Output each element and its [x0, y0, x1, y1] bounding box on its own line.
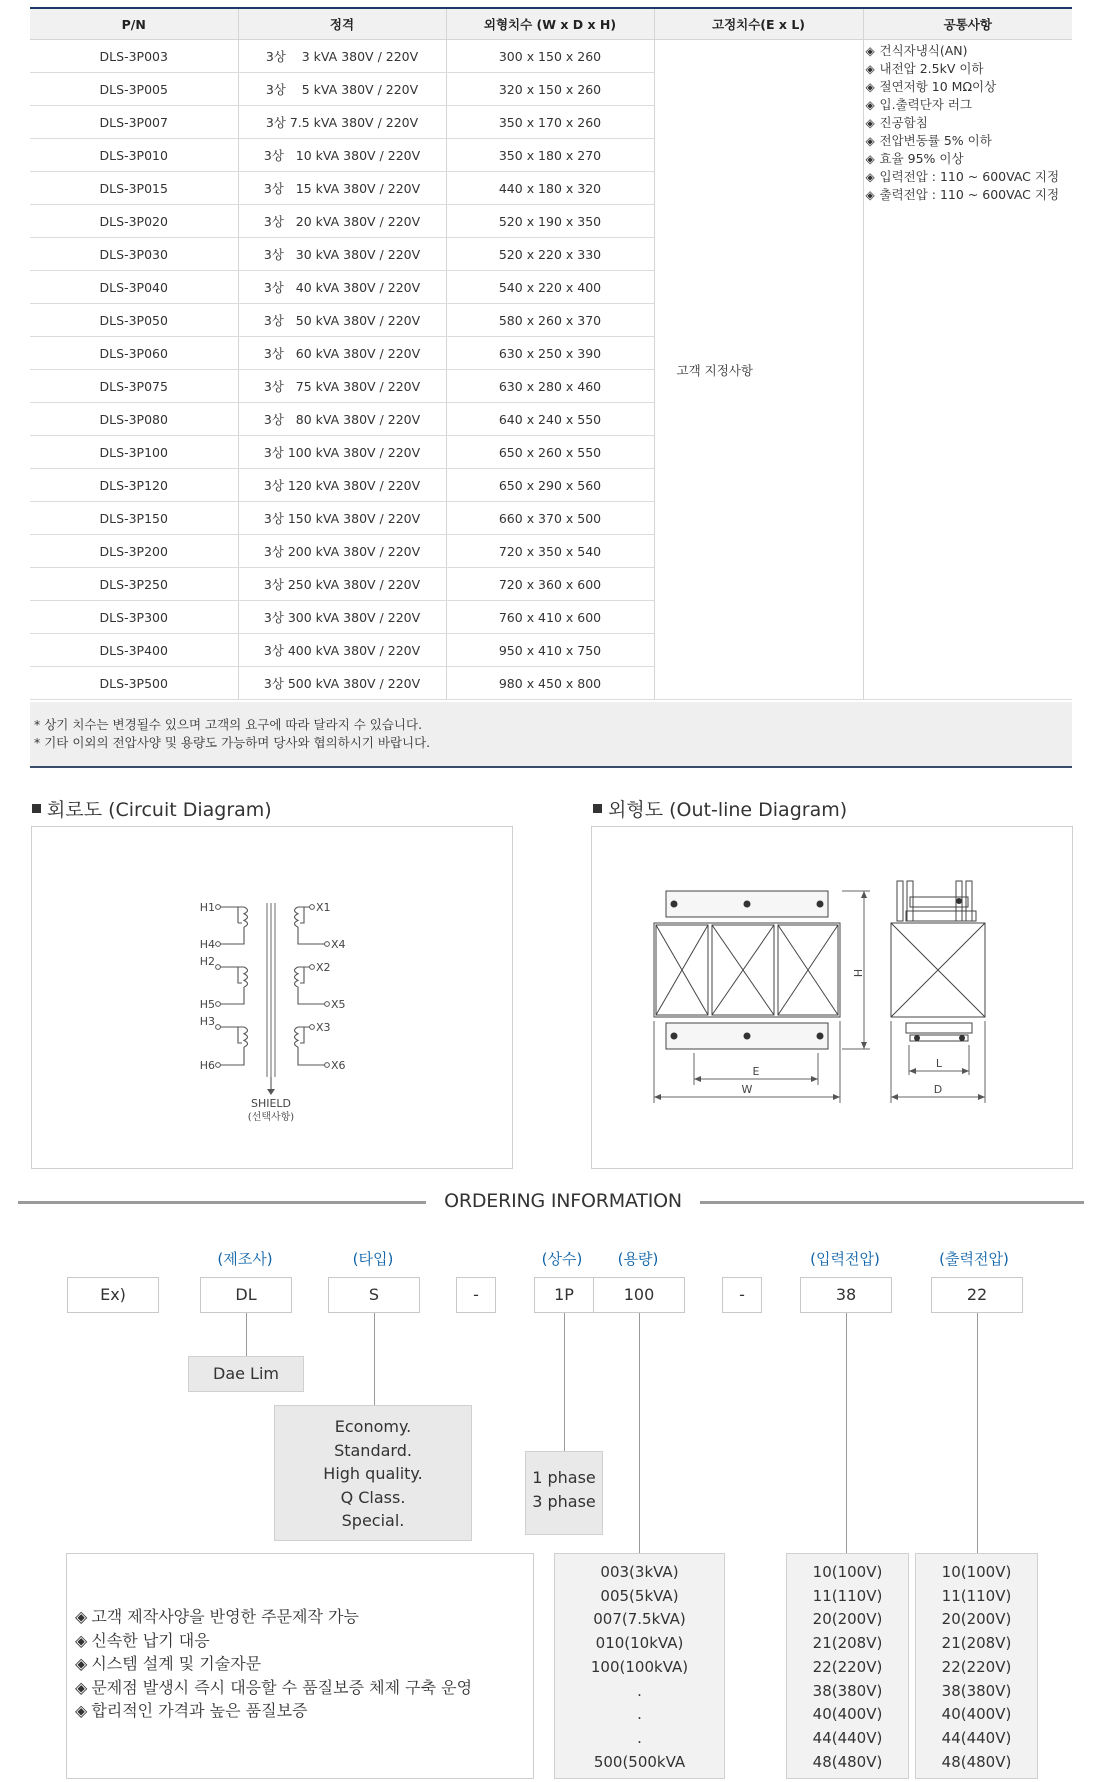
feature-text: 신속한 납기 대응	[91, 1630, 210, 1650]
feature-item	[75, 1699, 472, 1723]
type-option: Special.	[341, 1511, 405, 1530]
capacity-values	[554, 1553, 725, 1779]
cell-outer-dimensions: 540 x 220 x 400	[446, 271, 654, 304]
capacity-option: 007(7.5kVA)	[593, 1610, 686, 1629]
input-voltage-values	[786, 1553, 909, 1779]
code-capacity: 100	[593, 1277, 685, 1313]
code-phase: 1P	[534, 1277, 594, 1313]
cell-rating: 3상 400 kVA 380V / 220V	[238, 634, 446, 667]
input-voltage-option: 10(100V)	[812, 1563, 883, 1581]
outline-diagram-title: 외형도 (Out-line Diagram)	[593, 795, 847, 822]
cell-rating: 3상 500 kVA 380V / 220V	[238, 667, 446, 700]
cell-fixing-dimensions: 고객 지정사항	[654, 40, 863, 700]
dim-w-label: W	[741, 1083, 753, 1096]
type-option: High quality.	[323, 1464, 423, 1483]
divider	[700, 1201, 1084, 1204]
bullet-square-icon	[593, 804, 602, 813]
input-voltage-option: 21(208V)	[812, 1634, 883, 1653]
cell-pn: DLS-3P040	[30, 271, 238, 304]
cell-outer-dimensions: 760 x 410 x 600	[446, 601, 654, 634]
capacity-option: 500(500kVA	[593, 1752, 686, 1771]
label-input-voltage: (입력전압)	[810, 1250, 880, 1268]
cell-pn: DLS-3P030	[30, 238, 238, 271]
cell-outer-dimensions: 950 x 410 x 750	[446, 634, 654, 667]
cell-rating: 3상 15 kVA 380V / 220V	[238, 172, 446, 205]
bullet-square-icon	[32, 804, 41, 813]
cell-pn: DLS-3P200	[30, 535, 238, 568]
terminal-x6: X6	[331, 1059, 346, 1072]
cell-rating: 3상 7.5 kVA 380V / 220V	[238, 106, 446, 139]
diamond-bullet-icon: ◈	[75, 1630, 88, 1650]
code-dash: -	[456, 1277, 496, 1313]
capacity-option: .	[637, 1728, 642, 1747]
capacity-option: .	[637, 1705, 642, 1724]
output-voltage-option: 10(100V)	[941, 1563, 1012, 1581]
dim-d-label: D	[933, 1083, 943, 1096]
spec-header-row	[30, 8, 1072, 40]
circuit-diagram-title: 회로도 (Circuit Diagram)	[32, 795, 272, 822]
output-voltage-option: 40(400V)	[941, 1705, 1012, 1724]
capacity-option: .	[637, 1681, 642, 1700]
connector-line	[564, 1313, 565, 1451]
cell-rating: 3상 3 kVA 380V / 220V	[238, 40, 446, 73]
diamond-bullet-icon: ◈	[75, 1607, 88, 1626]
common-spec-text: 효율 95% 이상	[879, 151, 964, 166]
common-spec-text: 출력전압 : 110 ~ 600VAC 지정	[879, 187, 1060, 202]
cell-pn: DLS-3P080	[30, 403, 238, 436]
cell-outer-dimensions: 650 x 260 x 550	[446, 436, 654, 469]
common-specs-list	[866, 42, 1073, 204]
cell-outer-dimensions: 630 x 250 x 390	[446, 337, 654, 370]
cell-rating: 3상 10 kVA 380V / 220V	[238, 139, 446, 172]
circuit-diagram	[32, 827, 512, 1168]
label-output-voltage: (출력전압)	[939, 1250, 1009, 1268]
code-dash: -	[722, 1277, 762, 1313]
diamond-bullet-icon: ◈	[865, 98, 875, 112]
code-input-voltage: 38	[800, 1277, 892, 1313]
features-box	[66, 1553, 534, 1779]
label-capacity: (용량)	[617, 1250, 659, 1268]
cell-outer-dimensions: 520 x 190 x 350	[446, 205, 654, 238]
spec-table-body	[30, 40, 1072, 700]
cell-pn: DLS-3P120	[30, 469, 238, 502]
input-voltage-option: 22(220V)	[812, 1657, 883, 1676]
cell-pn: DLS-3P010	[30, 139, 238, 172]
cell-rating: 3상 80 kVA 380V / 220V	[238, 403, 446, 436]
spec-table	[30, 7, 1072, 700]
feature-item	[75, 1605, 472, 1629]
output-voltage-option: 20(200V)	[941, 1610, 1012, 1629]
diamond-bullet-icon: ◈	[75, 1701, 88, 1720]
cell-outer-dimensions: 980 x 450 x 800	[446, 667, 654, 700]
features-list	[75, 1605, 472, 1723]
feature-item	[75, 1629, 472, 1653]
common-spec-text: 건식자냉식(AN)	[879, 43, 968, 58]
cell-rating: 3상 75 kVA 380V / 220V	[238, 370, 446, 403]
capacity-option: 005(5kVA)	[600, 1586, 679, 1605]
capacity-option: 003(3kVA)	[600, 1563, 679, 1581]
phase-option: 3 phase	[532, 1491, 596, 1511]
feature-text: 시스템 설계 및 기술자문	[91, 1654, 262, 1673]
cell-rating: 3상 250 kVA 380V / 220V	[238, 568, 446, 601]
output-voltage-option: 21(208V)	[941, 1634, 1012, 1653]
terminal-h4: H4	[199, 938, 215, 951]
code-maker: DL	[200, 1277, 292, 1313]
outline-diagram-box	[591, 826, 1073, 1169]
diamond-bullet-icon: ◈	[75, 1654, 88, 1673]
shield-label: SHIELD	[250, 1097, 292, 1110]
terminal-x5: X5	[331, 998, 346, 1011]
input-voltage-option: 38(380V)	[812, 1681, 883, 1700]
connector-line	[374, 1313, 375, 1405]
header-common-specs: 공통사항	[863, 8, 1072, 40]
cell-rating: 3상 5 kVA 380V / 220V	[238, 73, 446, 106]
cell-rating: 3상 100 kVA 380V / 220V	[238, 436, 446, 469]
common-spec-text: 절연저항 10 MΩ이상	[879, 79, 997, 94]
circuit-diagram-box	[31, 826, 513, 1169]
terminal-h5: H5	[199, 998, 215, 1011]
cell-pn: DLS-3P300	[30, 601, 238, 634]
cell-pn: DLS-3P150	[30, 502, 238, 535]
outline-diagram	[592, 827, 1072, 1168]
cell-rating: 3상 50 kVA 380V / 220V	[238, 304, 446, 337]
terminal-h1: H1	[199, 901, 215, 914]
cell-outer-dimensions: 520 x 220 x 330	[446, 238, 654, 271]
phase-description	[525, 1451, 603, 1535]
input-voltage-option: 20(200V)	[812, 1610, 883, 1629]
header-fixing-dimensions: 고정치수(E x L)	[654, 8, 863, 40]
cell-outer-dimensions: 350 x 170 x 260	[446, 106, 654, 139]
header-outer-dimensions: 외형치수 (W x D x H)	[446, 8, 654, 40]
cell-rating: 3상 120 kVA 380V / 220V	[238, 469, 446, 502]
cell-rating: 3상 300 kVA 380V / 220V	[238, 601, 446, 634]
terminal-x1: X1	[316, 901, 331, 914]
cell-rating: 3상 60 kVA 380V / 220V	[238, 337, 446, 370]
connector-line	[977, 1313, 978, 1553]
cell-pn: DLS-3P015	[30, 172, 238, 205]
label-type: (타입)	[352, 1250, 394, 1268]
diamond-bullet-icon: ◈	[865, 170, 875, 184]
common-spec-item	[866, 168, 1073, 186]
feature-text: 문제점 발생시 즉시 대응할 수 품질보증 체제 구축 운영	[91, 1677, 473, 1697]
input-voltage-option: 40(400V)	[812, 1705, 883, 1724]
cell-outer-dimensions: 660 x 370 x 500	[446, 502, 654, 535]
cell-rating: 3상 40 kVA 380V / 220V	[238, 271, 446, 304]
common-spec-item	[866, 150, 1073, 168]
output-voltage-option: 11(110V)	[941, 1586, 1012, 1605]
output-voltage-option: 44(440V)	[941, 1728, 1012, 1747]
output-voltage-option: 38(380V)	[941, 1681, 1012, 1700]
diamond-bullet-icon: ◈	[75, 1677, 88, 1697]
cell-outer-dimensions: 300 x 150 x 260	[446, 40, 654, 73]
dim-h-label: H	[851, 968, 864, 978]
cell-pn: DLS-3P050	[30, 304, 238, 337]
spec-row	[30, 40, 1072, 73]
terminal-x3: X3	[316, 1021, 331, 1034]
capacity-option: 010(10kVA)	[595, 1634, 684, 1653]
input-voltage-option: 11(110V)	[812, 1586, 883, 1605]
ordering-header	[18, 1190, 1084, 1214]
spec-notes	[30, 702, 1072, 768]
cell-outer-dimensions: 580 x 260 x 370	[446, 304, 654, 337]
diamond-bullet-icon: ◈	[865, 188, 875, 202]
terminal-h2: H2	[199, 955, 215, 968]
cell-rating: 3상 150 kVA 380V / 220V	[238, 502, 446, 535]
common-spec-item	[866, 78, 1073, 96]
common-spec-text: 내전압 2.5kV 이하	[879, 61, 984, 76]
diamond-bullet-icon: ◈	[865, 62, 875, 76]
feature-text: 고객 제작사양을 반영한 주문제작 가능	[91, 1607, 359, 1626]
cell-pn: DLS-3P003	[30, 40, 238, 73]
cell-pn: DLS-3P007	[30, 106, 238, 139]
common-spec-item	[866, 96, 1073, 114]
cell-pn: DLS-3P005	[30, 73, 238, 106]
cell-pn: DLS-3P060	[30, 337, 238, 370]
input-voltage-option: 44(440V)	[812, 1728, 883, 1747]
cell-rating: 3상 30 kVA 380V / 220V	[238, 238, 446, 271]
common-spec-item	[866, 132, 1073, 150]
terminal-h3: H3	[199, 1015, 215, 1028]
common-spec-text: 입.출력단자 러그	[879, 97, 972, 112]
cell-pn: DLS-3P020	[30, 205, 238, 238]
connector-line	[846, 1313, 847, 1553]
note-line: * 상기 치수는 변경될수 있으며 고객의 요구에 따라 달라지 수 있습니다.	[34, 717, 423, 732]
common-spec-item	[866, 186, 1073, 204]
capacity-option: 100(100kVA)	[590, 1657, 689, 1676]
diamond-bullet-icon: ◈	[865, 44, 875, 58]
cell-rating: 3상 200 kVA 380V / 220V	[238, 535, 446, 568]
cell-outer-dimensions: 440 x 180 x 320	[446, 172, 654, 205]
common-spec-text: 입력전압 : 110 ~ 600VAC 지정	[879, 169, 1060, 184]
cell-common-specs	[863, 40, 1072, 700]
cell-outer-dimensions: 650 x 290 x 560	[446, 469, 654, 502]
dim-e-label: E	[752, 1065, 760, 1078]
dim-l-label: L	[935, 1057, 943, 1070]
cell-outer-dimensions: 720 x 360 x 600	[446, 568, 654, 601]
cell-pn: DLS-3P400	[30, 634, 238, 667]
output-voltage-option: 48(480V)	[941, 1752, 1012, 1771]
common-spec-text: 전압변동률 5% 이하	[879, 133, 992, 148]
label-phase: (상수)	[541, 1250, 583, 1268]
terminal-x4: X4	[331, 938, 346, 951]
note-line: * 기타 이외의 전압사양 및 용량도 가능하며 당사와 협의하시기 바랍니다.	[34, 735, 431, 750]
type-option: Standard.	[334, 1440, 412, 1460]
cell-outer-dimensions: 320 x 150 x 260	[446, 73, 654, 106]
diamond-bullet-icon: ◈	[865, 80, 875, 94]
connector-line	[246, 1313, 247, 1356]
cell-outer-dimensions: 720 x 350 x 540	[446, 535, 654, 568]
feature-text: 합리적인 가격과 높은 품질보증	[91, 1701, 308, 1720]
common-spec-text: 진공함침	[879, 115, 928, 130]
type-option: Economy.	[334, 1417, 412, 1436]
common-spec-item	[866, 60, 1073, 78]
diamond-bullet-icon: ◈	[865, 152, 875, 166]
code-type: S	[328, 1277, 420, 1313]
header-pn: P/N	[30, 8, 238, 40]
cell-rating: 3상 20 kVA 380V / 220V	[238, 205, 446, 238]
diamond-bullet-icon: ◈	[865, 134, 875, 148]
type-option: Q Class.	[340, 1487, 406, 1507]
output-voltage-option: 22(220V)	[941, 1657, 1012, 1676]
cell-pn: DLS-3P075	[30, 370, 238, 403]
diamond-bullet-icon: ◈	[865, 116, 875, 130]
divider	[18, 1201, 426, 1204]
shield-note: (선택사항)	[247, 1112, 295, 1123]
connector-line	[639, 1313, 640, 1553]
maker-description: Dae Lim	[188, 1356, 304, 1392]
cell-outer-dimensions: 350 x 180 x 270	[446, 139, 654, 172]
terminal-h6: H6	[199, 1059, 215, 1072]
code-output-voltage: 22	[931, 1277, 1023, 1313]
cell-pn: DLS-3P500	[30, 667, 238, 700]
phase-option: 1 phase	[532, 1468, 596, 1487]
ordering-title: ORDERING INFORMATION	[444, 1190, 682, 1212]
feature-item	[75, 1652, 472, 1676]
feature-item	[75, 1676, 472, 1700]
cell-pn: DLS-3P250	[30, 568, 238, 601]
input-voltage-option: 48(480V)	[812, 1752, 883, 1771]
header-rating: 정격	[238, 8, 446, 40]
cell-outer-dimensions: 640 x 240 x 550	[446, 403, 654, 436]
cell-outer-dimensions: 630 x 280 x 460	[446, 370, 654, 403]
cell-pn: DLS-3P100	[30, 436, 238, 469]
type-description	[274, 1405, 472, 1541]
output-voltage-values	[915, 1553, 1038, 1779]
code-ex: Ex)	[67, 1277, 159, 1313]
label-maker: (제조사)	[217, 1250, 273, 1268]
common-spec-item	[866, 42, 1073, 60]
terminal-x2: X2	[316, 961, 331, 974]
common-spec-item	[866, 114, 1073, 132]
